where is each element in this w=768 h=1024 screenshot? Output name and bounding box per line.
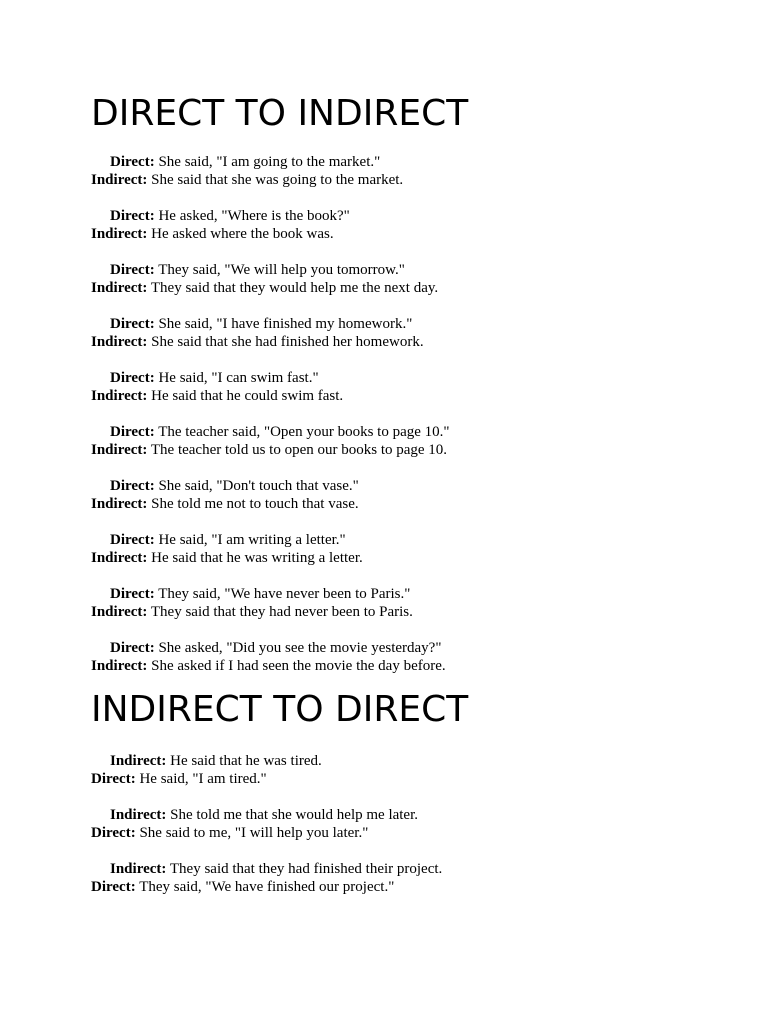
example-pair [91, 752, 691, 788]
indirect-text: They said that they had finished their project. [169, 861, 443, 877]
indirect-label: Indirect: [91, 334, 148, 350]
section-title-direct-to-indirect: DIRECT TO INDIRECT [91, 93, 469, 134]
direct-text: He said, "I can swim fast." [158, 370, 319, 386]
indirect-sentence [91, 387, 691, 405]
indirect-label: Indirect: [91, 550, 148, 566]
direct-sentence [91, 639, 691, 657]
indirect-sentence [91, 333, 691, 351]
direct-sentence [91, 531, 691, 549]
indirect-label: Indirect: [91, 496, 148, 512]
indirect-text: She told me that she would help me later. [170, 807, 419, 823]
indirect-text: She said that she had finished her homework. [151, 334, 424, 350]
indirect-label: Indirect: [110, 753, 167, 769]
indirect-text: He asked where the book was. [151, 226, 334, 242]
direct-text: She said to me, "I will help you later." [139, 825, 369, 841]
direct-text: She said, "I have finished my homework." [158, 316, 413, 332]
direct-label: Direct: [110, 208, 155, 224]
direct-sentence [91, 585, 691, 603]
indirect-sentence [91, 441, 691, 459]
direct-text: They said, "We will help you tomorrow." [158, 262, 405, 278]
direct-label: Direct: [110, 370, 155, 386]
direct-sentence [91, 207, 691, 225]
indirect-sentence [91, 549, 691, 567]
direct-label: Direct: [110, 154, 155, 170]
direct-sentence [91, 878, 691, 896]
direct-sentence [91, 261, 691, 279]
indirect-text: She told me not to touch that vase. [151, 496, 359, 512]
direct-text: He said, "I am tired." [139, 771, 267, 787]
indirect-text: He said that he was tired. [170, 753, 322, 769]
direct-sentence [91, 153, 691, 171]
indirect-text: He said that he was writing a letter. [151, 550, 363, 566]
direct-label: Direct: [110, 640, 155, 656]
indirect-label: Indirect: [91, 172, 148, 188]
direct-text: He said, "I am writing a letter." [158, 532, 346, 548]
indirect-label: Indirect: [110, 807, 167, 823]
direct-label: Direct: [91, 771, 136, 787]
direct-label: Direct: [91, 879, 136, 895]
section-title-indirect-to-direct: INDIRECT TO DIRECT [91, 689, 469, 730]
direct-sentence [91, 369, 691, 387]
indirect-text: He said that he could swim fast. [151, 388, 344, 404]
indirect-label: Indirect: [91, 442, 148, 458]
example-pair [91, 860, 691, 896]
indirect-sentence [91, 806, 691, 824]
indirect-sentence [91, 225, 691, 243]
direct-text: The teacher said, "Open your books to page 10." [158, 424, 450, 440]
direct-label: Direct: [110, 424, 155, 440]
direct-label: Direct: [91, 825, 136, 841]
direct-text: She said, "Don't touch that vase." [158, 478, 359, 494]
indirect-label: Indirect: [91, 388, 148, 404]
indirect-sentence [91, 860, 691, 878]
direct-label: Direct: [110, 478, 155, 494]
direct-text: She asked, "Did you see the movie yesterday?" [158, 640, 442, 656]
example-pair [91, 369, 691, 405]
example-pair [91, 477, 691, 513]
direct-label: Direct: [110, 262, 155, 278]
example-pair [91, 423, 691, 459]
indirect-text: The teacher told us to open our books to page 10. [150, 442, 448, 458]
direct-label: Direct: [110, 586, 155, 602]
direct-label: Direct: [110, 316, 155, 332]
indirect-sentence [91, 752, 691, 770]
indirect-sentence [91, 657, 691, 675]
direct-text: She said, "I am going to the market." [158, 154, 381, 170]
direct-sentence [91, 770, 691, 788]
indirect-label: Indirect: [91, 280, 148, 296]
example-pair [91, 639, 691, 675]
direct-text: They said, "We have never been to Paris." [158, 586, 411, 602]
indirect-sentence [91, 603, 691, 621]
example-pair [91, 315, 691, 351]
direct-text: He asked, "Where is the book?" [158, 208, 350, 224]
example-pair [91, 531, 691, 567]
indirect-label: Indirect: [110, 861, 167, 877]
indirect-text: She said that she was going to the market. [151, 172, 404, 188]
indirect-sentence [91, 171, 691, 189]
example-pair [91, 585, 691, 621]
indirect-text: They said that they would help me the next day. [150, 280, 439, 296]
direct-sentence [91, 477, 691, 495]
indirect-text: She asked if I had seen the movie the day before. [151, 658, 446, 674]
indirect-text: They said that they had never been to Paris. [150, 604, 413, 620]
example-pair [91, 207, 691, 243]
direct-sentence [91, 315, 691, 333]
example-pair [91, 261, 691, 297]
direct-sentence [91, 824, 691, 842]
example-pair [91, 806, 691, 842]
indirect-sentence [91, 279, 691, 297]
direct-label: Direct: [110, 532, 155, 548]
indirect-label: Indirect: [91, 226, 148, 242]
indirect-label: Indirect: [91, 658, 148, 674]
direct-sentence [91, 423, 691, 441]
indirect-label: Indirect: [91, 604, 148, 620]
indirect-sentence [91, 495, 691, 513]
example-pair [91, 153, 691, 189]
direct-text: They said, "We have finished our project." [139, 879, 395, 895]
